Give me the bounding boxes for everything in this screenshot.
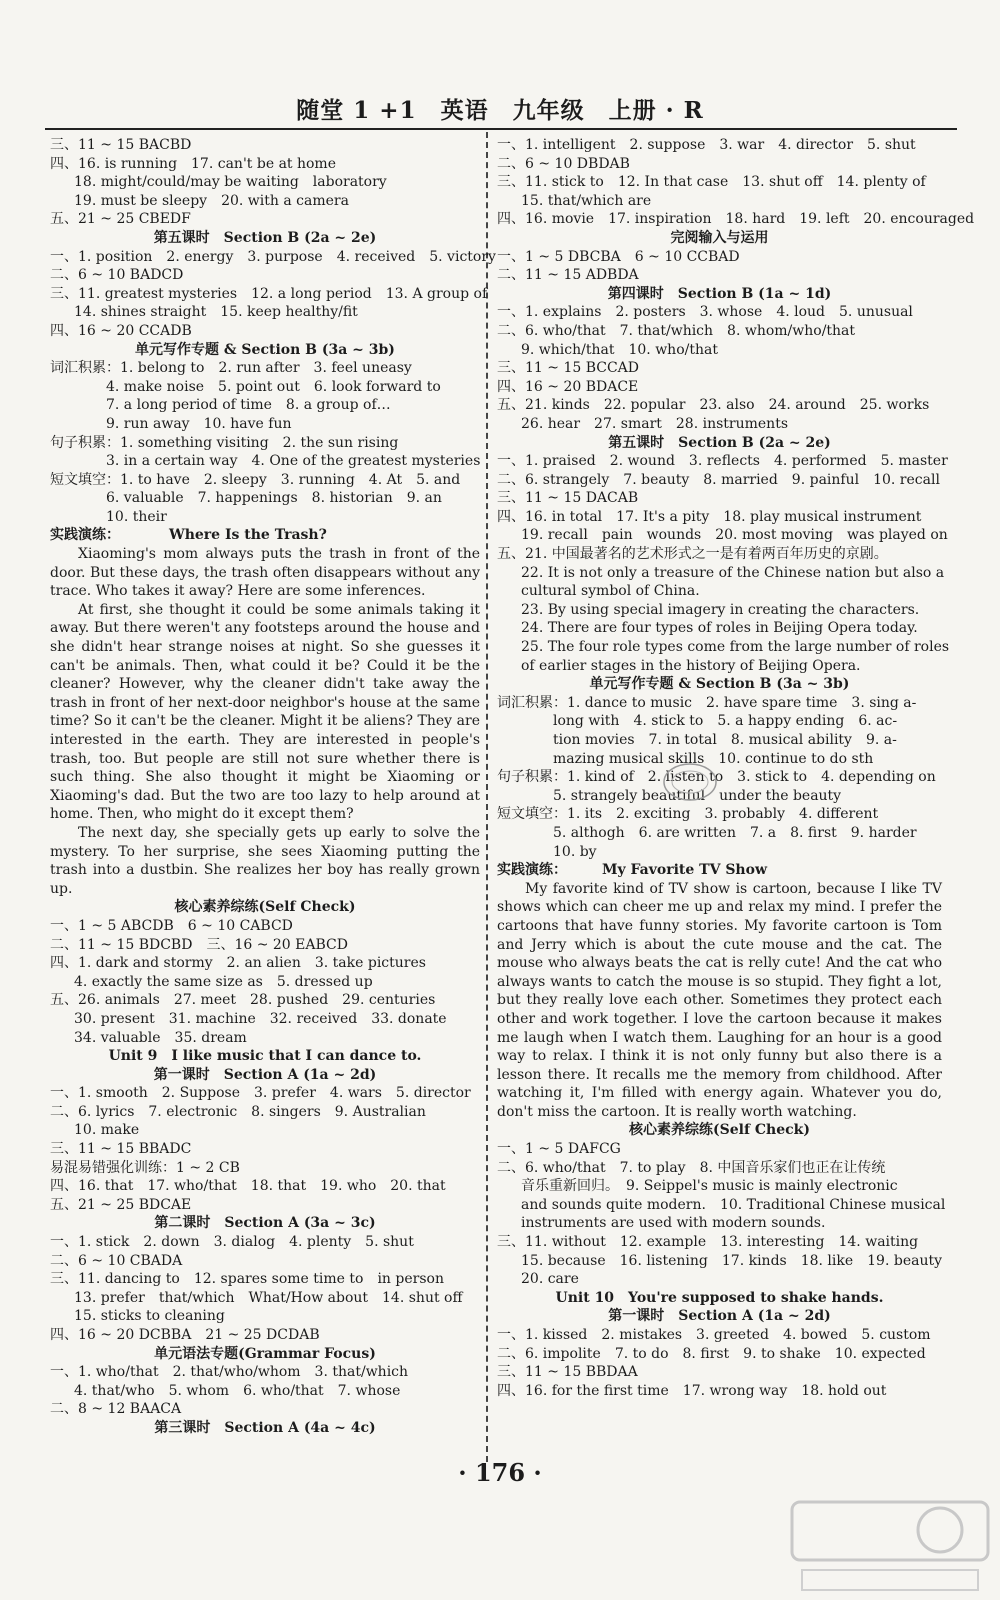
answer-line: 24. There are four types of roles in Beijing Opera today.	[521, 620, 918, 637]
answer-line: 词汇积累：1. dance to music 2. have spare time 3. sing a-	[497, 694, 917, 711]
answer-line: 一、1. smooth 2. Suppose 3. prefer 4. wars 5. director	[50, 1085, 471, 1102]
answer-line: 四、16. in total 17. It's a pity 18. play musical instrument	[497, 508, 922, 525]
answer-line: 一、1 ~ 5 DAFCG	[497, 1141, 621, 1158]
answer-line: 三、11. greatest mysteries 12. a long period 13. A group of	[50, 285, 488, 302]
answer-line: 三、11. stick to 12. In that case 13. shut off 14. plenty of	[497, 174, 926, 191]
answer-line: 五、21 ~ 25 CBEDF	[50, 211, 191, 228]
answer-line: instruments are used with modern sounds.	[521, 1215, 826, 1232]
answer-line: 五、26. animals 27. meet 28. pushed 29. centuries	[50, 992, 436, 1009]
answer-line: 短文填空：1. its 2. exciting 3. probably 4. different	[497, 806, 879, 823]
answer-line: long with 4. stick to 5. a happy ending 6. ac-	[497, 713, 898, 730]
answer-line: 实践演练： My Favorite TV Show	[497, 862, 767, 879]
answer-line: 句子积累：1. kind of 2. listen to 3. stick to 4. depending on	[497, 769, 936, 786]
section-heading: 第二课时 Section A (3a ~ 3c)	[154, 1215, 376, 1232]
answer-line: 五、21 ~ 25 BDCAE	[50, 1196, 192, 1213]
answer-line: 三、11 ~ 15 DACAB	[497, 490, 639, 507]
answer-line: 一、1. kissed 2. mistakes 3. greeted 4. bowed 5. custom	[497, 1327, 931, 1343]
section-heading: 第五课时 Section B (2a ~ 2e)	[153, 229, 377, 246]
answer-line: 句子积累：1. something visiting 2. the sun rising	[50, 434, 399, 451]
answer-line: 一、1. who/that 2. that/who/whom 3. that/which	[50, 1364, 409, 1381]
answer-line: 4. make noise 5. point out 6. look forward to	[50, 378, 441, 395]
answer-line: 5. althogh 6. are written 7. a 8. first 9. harder	[497, 824, 917, 841]
essay-paragraph: At first, she thought it could be some animals taking it away. But there weren't any footsteps around the house and she didn't hear strange noises at night. So she guesses it can't be animals. Then, what could it be? Could it be the cleaner? However, why the cleaner didn't take away the trash in front of her next-door neighbor's house at the same time? So it can't be the cleaner. Might it be aliens? They are interested in the earth. They are interested in people's trash, too. But people are still not sure whether there is such thing. She also thought it might be Xiaoming or Xiaoming's dad. But the two are too lazy to help around at home. Then, who might do it except them?	[50, 601, 480, 823]
seal-stamp-icon	[655, 760, 725, 804]
answer-line: 二、6. strangely 7. beauty 8. married 9. painful 10. recall	[497, 471, 940, 488]
answer-line: 音乐重新回归。 9. Seippel's music is mainly electronic	[521, 1178, 898, 1195]
answer-line: 一、1. intelligent 2. suppose 3. war 4. director 5. shut	[497, 137, 916, 153]
answer-line: 6. valuable 7. happenings 8. historian 9. an	[50, 490, 442, 507]
answer-line: 五、21. kinds 22. popular 23. also 24. around 25. works	[497, 397, 930, 414]
answer-line: 三、11 ~ 15 BCCAD	[497, 360, 640, 377]
section-heading: 第四课时 Section B (1a ~ 1d)	[607, 285, 832, 302]
answer-line: 19. must be sleepy 20. with a camera	[74, 192, 349, 209]
answer-line: 一、1. praised 2. wound 3. reflects 4. performed 5. master	[497, 453, 948, 470]
answer-line: 4. that/who 5. whom 6. who/that 7. whose	[74, 1382, 401, 1399]
answer-line: 9. run away 10. have fun	[50, 415, 292, 432]
answer-line: 22. It is not only a treasure of the Chinese nation but also a	[521, 564, 945, 581]
essay-paragraph: Xiaoming's mom always puts the trash in front of the door. But these days, the trash often disappears without any trace. Who takes it away? Here are some inferences.	[50, 546, 480, 600]
answer-line: 四、16 ~ 20 CCADB	[50, 322, 192, 339]
answer-line: 一、1 ~ 5 DBCBA 6 ~ 10 CCBAD	[497, 248, 740, 265]
answer-line: 三、11 ~ 15 BBDAA	[497, 1364, 638, 1381]
section-heading: 单元语法专题(Grammar Focus)	[154, 1345, 376, 1362]
answer-line: 二、6. who/that 7. to play 8. 中国音乐家们也正在让传统	[497, 1159, 886, 1176]
section-heading: Unit 9 I like music that I can dance to.	[108, 1048, 422, 1065]
section-heading: 第一课时 Section A (1a ~ 2d)	[608, 1308, 831, 1325]
answer-line: 23. By using special imagery in creating the characters.	[521, 601, 920, 618]
left-column	[50, 136, 496, 1438]
answer-line: 10. their	[50, 508, 167, 525]
answer-line: 5. strangely beautiful under the beauty	[497, 787, 842, 804]
essay-paragraph: My favorite kind of TV show is cartoon, because I like TV shows which can cheer me up and relax my mind. I prefer the cartoons that have funny stories. My favorite cartoon is Tom and Jerry which is about the cute mouse and the cat. The mouse who always beats the cat is relly cute! And the cat who always wants to catch the mouse is so stupid. They fight a lot, but they really love each other. Sometimes they protect each other and work together. I love the cartoon because it makes me laugh when I watch them. Laughing for an hour is a good way to relax. I think it is not only funny but also there is a lesson there. It recalls me the memory from childhood. After watching it, I'm filled with energy again. Whatever you do, don't miss the cartoon. It is really worth watching.	[497, 880, 942, 1120]
answer-line: 二、8 ~ 12 BAACA	[50, 1401, 182, 1418]
section-heading: 完阅输入与运用	[670, 229, 769, 246]
answer-line: 二、6 ~ 10 BADCD	[50, 267, 184, 284]
answer-line: 三、11 ~ 15 BACBD	[50, 137, 192, 153]
section-heading: Unit 10 You're supposed to shake hands.	[555, 1289, 884, 1306]
answer-line: 7. a long period of time 8. a group of…	[50, 397, 391, 414]
answer-line: and sounds quite modern. 10. Traditional Chinese musical	[521, 1196, 946, 1213]
answer-line: 二、6. lyrics 7. electronic 8. singers 9. Australian	[50, 1103, 426, 1120]
answer-line: tion movies 7. in total 8. musical ability 9. a-	[497, 732, 897, 748]
answer-line: 20. care	[521, 1271, 579, 1288]
answer-line: 30. present 31. machine 32. received 33. donate	[74, 1010, 447, 1027]
answer-line: 三、11. dancing to 12. spares some time to in person	[50, 1271, 444, 1288]
answer-line: 18. might/could/may be waiting laboratory	[74, 174, 387, 191]
section-heading: 第一课时 Section A (1a ~ 2d)	[153, 1066, 377, 1083]
answer-line: 9. which/that 10. who/that	[521, 341, 718, 358]
section-heading: 第三课时 Section A (4a ~ 4c)	[154, 1419, 376, 1436]
column-divider	[486, 132, 488, 1462]
answer-line: mazing musical skills 10. continue to do sth	[497, 750, 874, 767]
section-heading: 第五课时 Section B (2a ~ 2e)	[608, 434, 831, 451]
answer-line: 一、1. position 2. energy 3. purpose 4. received 5. victory	[50, 248, 496, 265]
answer-line: 二、11 ~ 15 BDCBD 三、16 ~ 20 EABCD	[50, 936, 348, 953]
answer-line: 三、11 ~ 15 BBADC	[50, 1141, 192, 1158]
answer-line: 13. prefer that/which What/How about 14. shut off	[74, 1289, 463, 1306]
answer-line: 二、6. impolite 7. to do 8. first 9. to shake 10. expected	[497, 1345, 926, 1362]
answer-line: 四、16 ~ 20 DCBBA 21 ~ 25 DCDAB	[50, 1327, 320, 1343]
answer-line: 五、21. 中国最著名的艺术形式之一是有着两百年历史的京剧。	[497, 546, 888, 563]
section-heading: 核心素养综练(Self Check)	[629, 1122, 810, 1139]
answer-line: 易混易错强化训练：1 ~ 2 CB	[50, 1159, 240, 1176]
answer-line: 10. by	[497, 843, 597, 860]
answer-line: 15. because 16. listening 17. kinds 18. like 19. beauty	[521, 1252, 943, 1269]
watermark-logo	[790, 1500, 990, 1595]
answer-line: 四、16 ~ 20 BDACE	[497, 378, 639, 395]
answer-line: 34. valuable 35. dream	[74, 1029, 247, 1046]
answer-line: 四、16. that 17. who/that 18. that 19. who 20. that	[50, 1178, 446, 1195]
answer-line: 二、6 ~ 10 CBADA	[50, 1252, 183, 1269]
answer-line: 15. sticks to cleaning	[74, 1308, 225, 1325]
answer-line: 二、11 ~ 15 ADBDA	[497, 267, 639, 284]
section-heading: 单元写作专题 & Section B (3a ~ 3b)	[589, 676, 850, 693]
answer-line: 25. The four role types come from the large number of roles	[521, 639, 950, 656]
answer-line: 26. hear 27. smart 28. instruments	[521, 415, 789, 432]
answer-line: 短文填空：1. to have 2. sleepy 3. running 4. At 5. and	[50, 471, 461, 488]
answer-line: cultural symbol of China.	[521, 583, 700, 600]
answer-line: 一、1 ~ 5 ABCDB 6 ~ 10 CABCD	[50, 917, 293, 934]
answer-line: 四、1. dark and stormy 2. an alien 3. take pictures	[50, 955, 426, 972]
header-rule	[45, 128, 957, 130]
answer-line: 三、11. without 12. example 13. interesting 14. waiting	[497, 1234, 919, 1251]
answer-line: 3. in a certain way 4. One of the greatest mysteries	[50, 453, 481, 470]
answer-line: 10. make	[74, 1122, 140, 1139]
answer-line: 二、6. who/that 7. that/which 8. whom/who/that	[497, 322, 856, 339]
answer-line: 14. shines straight 15. keep healthy/fit	[74, 304, 358, 321]
page-number: · 176 ·	[458, 1458, 542, 1487]
page-header: 随堂 1 +1 英语 九年级 上册 · R	[296, 97, 704, 124]
answer-line: 一、1. stick 2. down 3. dialog 4. plenty 5. shut	[50, 1234, 414, 1251]
answer-line: 二、6 ~ 10 DBDAB	[497, 155, 630, 172]
answer-line: 四、16. movie 17. inspiration 18. hard 19. left 20. encouraged	[497, 211, 975, 228]
answer-line: 词汇积累：1. belong to 2. run after 3. feel uneasy	[50, 360, 412, 377]
answer-line: 一、1. explains 2. posters 3. whose 4. loud 5. unusual	[497, 304, 913, 321]
answer-line: 19. recall pain wounds 20. most moving was played on	[521, 527, 948, 544]
answer-line: 实践演练： Where Is the Trash?	[50, 527, 327, 544]
essay-paragraph: The next day, she specially gets up early to solve the mystery. To her surprise, she sees Xiaoming putting the trash into a dustbin. She realizes her boy has really grown up.	[50, 824, 480, 897]
answer-line: of earlier stages in the history of Beijing Opera.	[521, 657, 861, 674]
answer-line: 四、16. is running 17. can't be at home	[50, 155, 336, 172]
answer-line: 4. exactly the same size as 5. dressed up	[74, 973, 373, 990]
answer-line: 15. that/which are	[521, 192, 652, 209]
answer-line: 四、16. for the first time 17. wrong way 18. hold out	[497, 1382, 887, 1399]
section-heading: 单元写作专题 & Section B (3a ~ 3b)	[135, 341, 395, 358]
section-heading: 核心素养综练(Self Check)	[174, 899, 356, 916]
